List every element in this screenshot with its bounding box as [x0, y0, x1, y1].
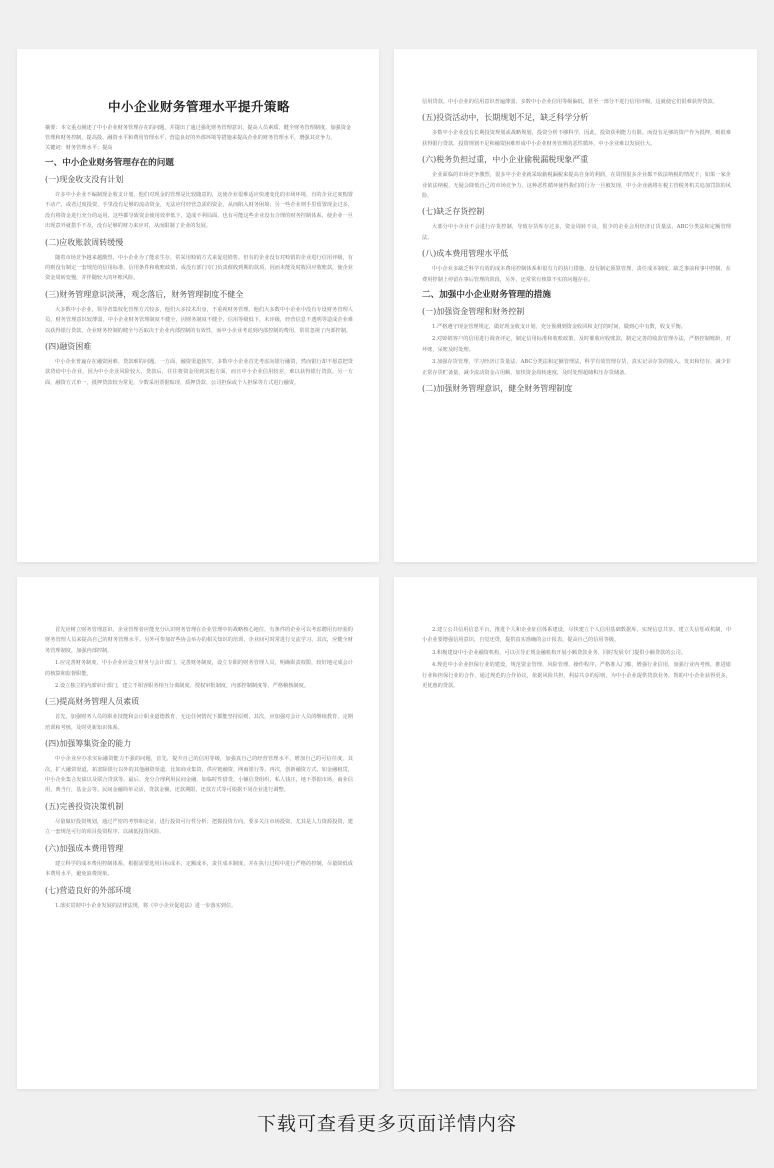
- subsection-heading: (四)加强筹集资金的能力: [45, 739, 132, 749]
- subsection-heading: (三)财务管理意识淡薄，观念落后，财务管理制度不健全: [45, 289, 244, 299]
- paragraph: 中小企业多缺乏科学有效的成本费用控制体系和很有力的执行措施，没有制定预算管理，责任成本制度，缺乏事前和事中控制，在费用控制上停留在事后管理的阶段，另外，还常常有核算不实的问题存在。: [422, 266, 731, 283]
- paragraph: 随着市场竞争越来越激烈，中小企业为了能求生存，常采用赊销方式来促进销售。但有的企业没有对赊销的企业进行信用评级，有的则没有制定一套规范的信用标准，信用条件和收账政策，或没有部门专门负责催收到期的款项，因而未能及时收回应收账款，使企业资金周转变慢，并伴随较大的坏账风险。: [45, 254, 353, 282]
- section-heading: 一、中小企业财务管理存在的问题: [45, 158, 174, 168]
- paragraph: 2.设立独立的内部审计部门，建立不相容职务相互分离制度、授权审批制度，内部控制制度等，严格稽核制度。: [55, 683, 309, 690]
- abstract: 摘要：本文重点阐述了中小企业财务管理存在的问题，并提出了通过强化财务管理意识、提高人员素质、健全财务管理制度、加强资金管理和财务控制，提高投、融资水平和费用管理水平，营造良好的外部环境等措施来提高企业的财务管理水平，增强其竞争力。: [45, 125, 352, 141]
- document-page-1: [17, 49, 379, 562]
- paragraph: 中小企业应办求实际融资能力不强的问题，首先，提升自己的信用等级，加强真自己的经营管理水平，增加自己的可信任度。其次，扩大融资渠道，拓宽除银行以外的其他融资渠道，比如商业集资，供应链融资，网商银行等。再次，创新融资方式，如金融租赁，中小企业集合发债以及联合贷款等。最后，充分合理利用民间金融，如临时性借贷，小额信贷组织，私人钱庄，地下票据市场，商业信用，典当行，基金会等。民间金融简单灵活，贷款金额，还款期限，还款方式等可根据不同企业进行调整。: [45, 756, 353, 794]
- subsection-heading: (八)成本费用管理水平低: [422, 249, 509, 259]
- paragraph: 3.加强存货管理，学习经济订货量法、ABC分类法和定额管理法，科学有效管理存货，真实记录存货的收入、发出和结存，减少非正常存货贮备量，减少流动资金占用额，加快资金周转速度，及时处理超储积压存货储备。: [422, 359, 731, 376]
- subsection-heading: (四)融资困难: [45, 342, 92, 352]
- subsection-heading: (七)缺乏存货控制: [422, 207, 485, 217]
- subsection-heading: (五)完善投资决策机制: [45, 801, 124, 811]
- paragraph: 许多中小企业不编制现金收支计划，他们对现金的管理是比较随意的，这使企业很难适应快速变化的市场环境，有的企业过度购置不动产，或者过度投资，手里没有足够的流动资金，无法应付经营急需的资金，从而陷入财务困境；另一些企业则手里留置现金过多，没有将资金进行充分的运用，这些都导致资金使用效率低下，造成不利局面，也有可能这些企业没有合理的财务控制体系，使企业一旦出现意外就措手不及，没有足够的财力来应对，从而限制了企业的发展。: [45, 192, 353, 230]
- paragraph: 信用贷款。中小企业的信用意识普遍薄弱，多数中小企业信用等级偏低，甚至一部分不进行信用评级，这就使它们很难获得贷款。: [422, 99, 718, 105]
- subsection-heading: (三)提高财务管理人员素质: [45, 697, 140, 707]
- subsection-heading: (一)现金收支没有计划: [45, 175, 124, 184]
- subsection-heading: (二)加强财务管理意识，健全财务管理制度: [422, 384, 573, 394]
- document-page-2: [394, 49, 757, 562]
- paragraph: 首先应树立财务管理意识，企业管理者应能充分认识财务管理在企业管理中的战略核心地位，有条件的企业可以考虑聘用有经验的财务管理人员来提高自己的财务管理水平。另外可参加好些协会举办的相关知识的培训，企业间可时常进行交流学习，其次，应健全财务管理制度，加强内部控制。: [45, 627, 353, 654]
- subsection-heading: (二)应收账款周转缓慢: [45, 237, 124, 247]
- subsection-heading: (六)税务负担过重，中小企业偷税漏税现象严重: [422, 155, 589, 165]
- paragraph: 尽量做好投资规划，通过严密的考察和论证，进行投资可行性分析；把握投资方向，要多关注市场投资，尤其是人力资源投资，建立一套规范可行的项目投资程序，以减低投资风险。: [45, 818, 353, 836]
- paragraph: 2.建立公共信用信息平台，推进个人和企业征信体系建设，尽快建立个人信用基础数据库，实现信息共享，建立失信惩戒机制，中小企业要增强信用意识，自觉还贷，提供真实准确的会计报表，提高自己的信用等级。: [422, 627, 731, 644]
- subsection-heading: (五)投资活动中，长期规划不足，缺乏科学分析: [422, 113, 589, 123]
- paragraph: 建立科学的成本费用控制体系，根据需要选用目标成本，定额成本，责任成本制度，并在执行过程中进行严格的控制，尽量降低成本费用水平，避免浪费现象。: [45, 860, 353, 878]
- paragraph: 中小企业普遍存在融资困难、贷款难的问题。一方面，融资渠道狭窄，多数中小企业首先考虑向银行融资，然而银行却不愿意把贷款贷给中小企业，因为中小企业风险较大，贷款后，往往将资金用到其他方面，而且中小企业信用较差，难以获得银行贷款。另一方面，融资方式单一，抵押贷款较为常见，少数采用票据贴现、质押贷款、公司担保或个人担保等方式进行融资。: [45, 359, 353, 386]
- paragraph: 4.规范中小企业担保行业的建设，规范资金管理、风险管理、操作程序，严格准入门槛，增强行业信用，加强行业内考核，推进银行业和担保行业的合作，通过规范的合作协议，依据风险共担，利益共享的原则，为中小企业提供贷款业务，帮助中小企业获得更多，更优惠的贷款。: [422, 662, 731, 690]
- document-title: 中小企业财务管理水平提升策略: [107, 99, 290, 114]
- paragraph: 首先，加强财务人员的职业技能和会计职业道德教育，无论任何情况下都能坚持原则，其次，应加强对会计人员的继续教育，定期培训和考核，及时更新知识体系。: [45, 714, 353, 731]
- paragraph: 2.对赊销客户的信用进行调查评定，制定信用标准和收账政策，及时催收应收账款，制定完善的收款管理办法，严格控制账龄，对坏账，呆账及时处理。: [422, 336, 731, 353]
- document-page-3: [17, 577, 379, 1089]
- paragraph: 多数中小企业没有长期投资规划或战略规划，投资分析不够科学，因此，投资获利能力有限。而没有足够的资产作为抵押，则很难获得银行贷款，投资规划不足和融资困难形成中小企业财务管理的恶性循环，中小企业难以发展壮大。: [422, 130, 731, 147]
- paragraph: 大多数中小企业，领导者集权化管理方式较多，他们大多技术出身，不重视财务管理。他们大多数中小企业中没有专设财务管理人员，财务管理意识较薄弱，中小企业财务管理制度不健全，因财务制度不健全，信用等级低下，未评级，经营信息不透明等造成企业难以获得银行贷款，企业财务控制的健全与否取决于企业内部控制的有效性，而中小企业考虑到内部控制的费用，常常忽视了内部控制。: [45, 306, 353, 334]
- subsection-heading: (六)加强成本费用管理: [45, 843, 124, 853]
- paragraph: 大部分中小企业不会进行存货控制，导致存货库存过多，资金周转不良，很少的企业会用经济订货量法、ABC分类法和定额管理法。: [422, 224, 731, 241]
- paragraph: 1.落实贯彻中小企业发展的法律法规，将《中小企业促进法》进一步落实到位。: [55, 902, 237, 909]
- document-page-4: [394, 577, 757, 1089]
- section-heading: 二、加强中小企业财务管理的措施: [422, 290, 551, 301]
- paragraph: 企业面临的市场竞争激烈，很多中小企业就采取偷税漏税来提高自身的利润，在周围很多企业都不依法纳税的情况下，如果一家企业依法纳税，无疑会降低自己的市场竞争力，这种恶性循环使得我们的行为一旦被发现，中小企业就将在税主管税务机关追加罚款的风险。: [422, 172, 731, 200]
- paragraph: 3.积极建设中小企业融资机构，可以引导正规金融机构开展小额贷款业务，同时发展专门提供小额贷款的公司。: [432, 649, 686, 656]
- download-more-caption[interactable]: 下载可查看更多页面详情内容: [256, 1113, 517, 1135]
- subsection-heading: (七)营造良好的外部环境: [45, 885, 132, 895]
- subsection-heading: (一)加强资金管理和财务控制: [422, 307, 525, 317]
- keywords: 关键词：财务管理水平；提高: [45, 145, 113, 151]
- paragraph: 1.应完善财务制度，中小企业应设立财务与会计部门，完善财务制度，设立专职的财务管理人员，明确职责权限，较好地完成会计的核算和监督职能。: [45, 660, 353, 677]
- paragraph: 1.严格遵守现金管理规定，做好现金收支计划，充分预测到资金收回和支付的时间，做到心中有数，收支平衡。: [432, 324, 686, 331]
